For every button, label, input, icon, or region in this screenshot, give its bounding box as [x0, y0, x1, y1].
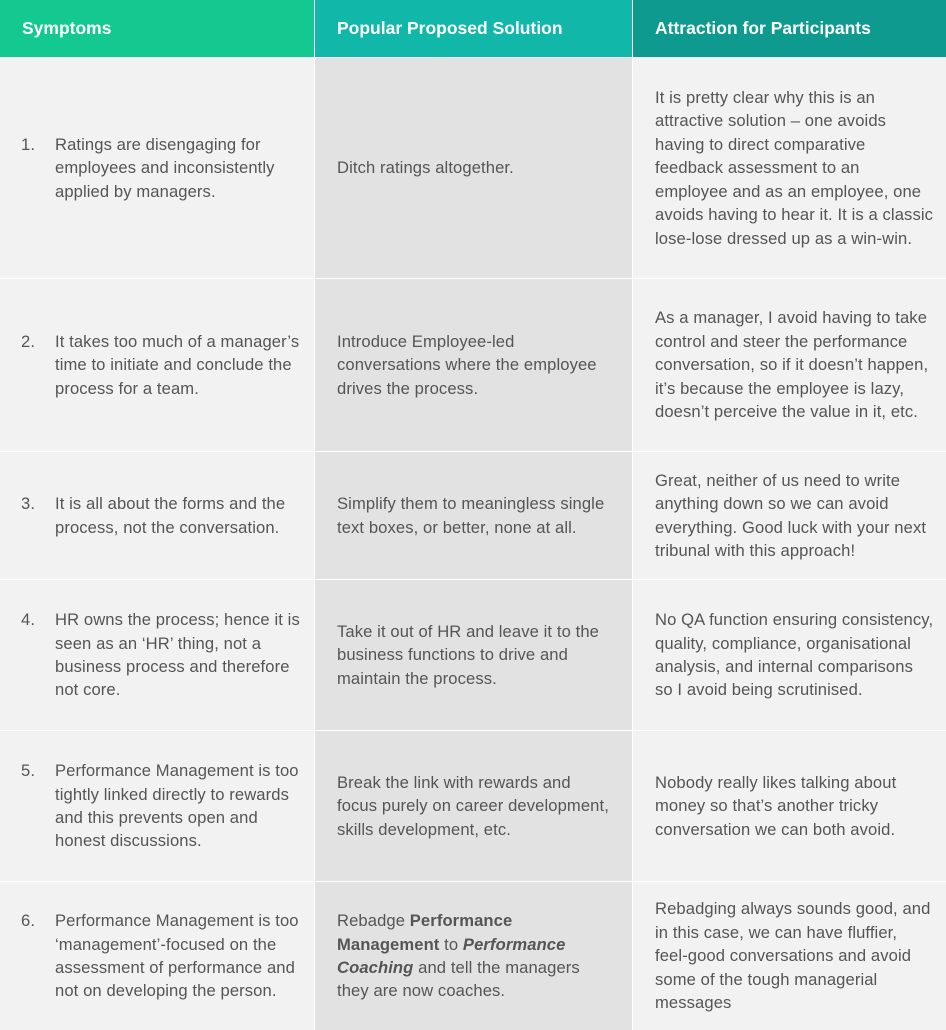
symptom-text: HR owns the process; hence it is seen as an ‘HR’ thing, not a business process and therefore not core. — [55, 610, 300, 700]
table-row-6-symptom — [0, 882, 314, 1030]
header-solution: Popular Proposed Solution — [315, 0, 632, 57]
table-row-6-solution — [315, 882, 632, 1030]
solution-text-post: and tell the managers they are now coaches. — [337, 958, 580, 1001]
row-number: 5. — [21, 761, 36, 781]
table-row-2-solution: Introduce Employee-led conversations where the employee drives the process. — [315, 279, 632, 451]
table-row-3-solution: Simplify them to meaningless single text boxes, or better, none at all. — [315, 452, 632, 579]
table-row-3-symptom — [0, 452, 314, 579]
row-number: 3. — [21, 494, 36, 514]
row-number: 4. — [21, 610, 36, 630]
table-row-3-attraction: Great, neither of us need to write anything down so we can avoid everything. Good luck with your next tribunal with this approach! — [633, 452, 946, 579]
table-row-1-symptom — [0, 58, 314, 278]
table-row-1-solution: Ditch ratings altogether. — [315, 58, 632, 278]
table-row-5-attraction: Nobody really likes talking about money so that’s another tricky conversation we can both avoid. — [633, 731, 946, 881]
row-number: 1. — [21, 134, 36, 154]
solution-text-bold: Performance Management — [337, 911, 513, 954]
table-row-4-symptom — [0, 580, 314, 730]
solution-text-bold-italic: Performance Coaching — [337, 934, 566, 977]
symptom-text: Performance Management is too tightly linked directly to rewards and this prevents open and honest discussions. — [55, 761, 299, 851]
solution-text-pre: Rebadge — [337, 911, 410, 931]
row-number: 6. — [21, 911, 36, 931]
solution-text — [337, 909, 612, 1003]
table-row-5-solution: Break the link with rewards and focus purely on career development, skills development, etc. — [315, 731, 632, 881]
table-row-4-attraction: No QA function ensuring consistency, quality, compliance, organisational analysis, and internal comparisons so I avoid being scrutinised. — [633, 580, 946, 730]
row-number: 2. — [21, 331, 36, 351]
header-attraction: Attraction for Participants — [633, 0, 946, 57]
table-row-5-symptom — [0, 731, 314, 881]
symptom-text: It takes too much of a manager’s time to initiate and conclude the process for a team. — [55, 331, 300, 398]
solution-text-mid: to — [439, 934, 463, 954]
table-row-4-solution: Take it out of HR and leave it to the business functions to drive and maintain the process. — [315, 580, 632, 730]
symptom-text: Performance Management is too ‘management’-focused on the assessment of performance and not on developing the person. — [55, 911, 299, 1001]
table-row-1-attraction: It is pretty clear why this is an attractive solution – one avoids having to direct comparative feedback assessment to an employee and as an employee, one avoids having to hear it. It is a classic lose-lose dressed up as a win-win. — [633, 58, 946, 278]
table-row-2-attraction: As a manager, I avoid having to take control and steer the performance conversation, so if it doesn’t happen, it’s because the employee is lazy, doesn’t perceive the value in it, etc. — [633, 279, 946, 451]
table-row-2-symptom — [0, 279, 314, 451]
header-symptoms: Symptoms — [0, 0, 314, 57]
table-row-6-attraction: Rebadging always sounds good, and in this case, we can have fluffier, feel-good conversations and avoid some of the tough managerial messages — [633, 882, 946, 1030]
symptom-text: It is all about the forms and the process, not the conversation. — [55, 494, 286, 537]
symptom-text: Ratings are disengaging for employees and inconsistently applied by managers. — [55, 134, 275, 201]
